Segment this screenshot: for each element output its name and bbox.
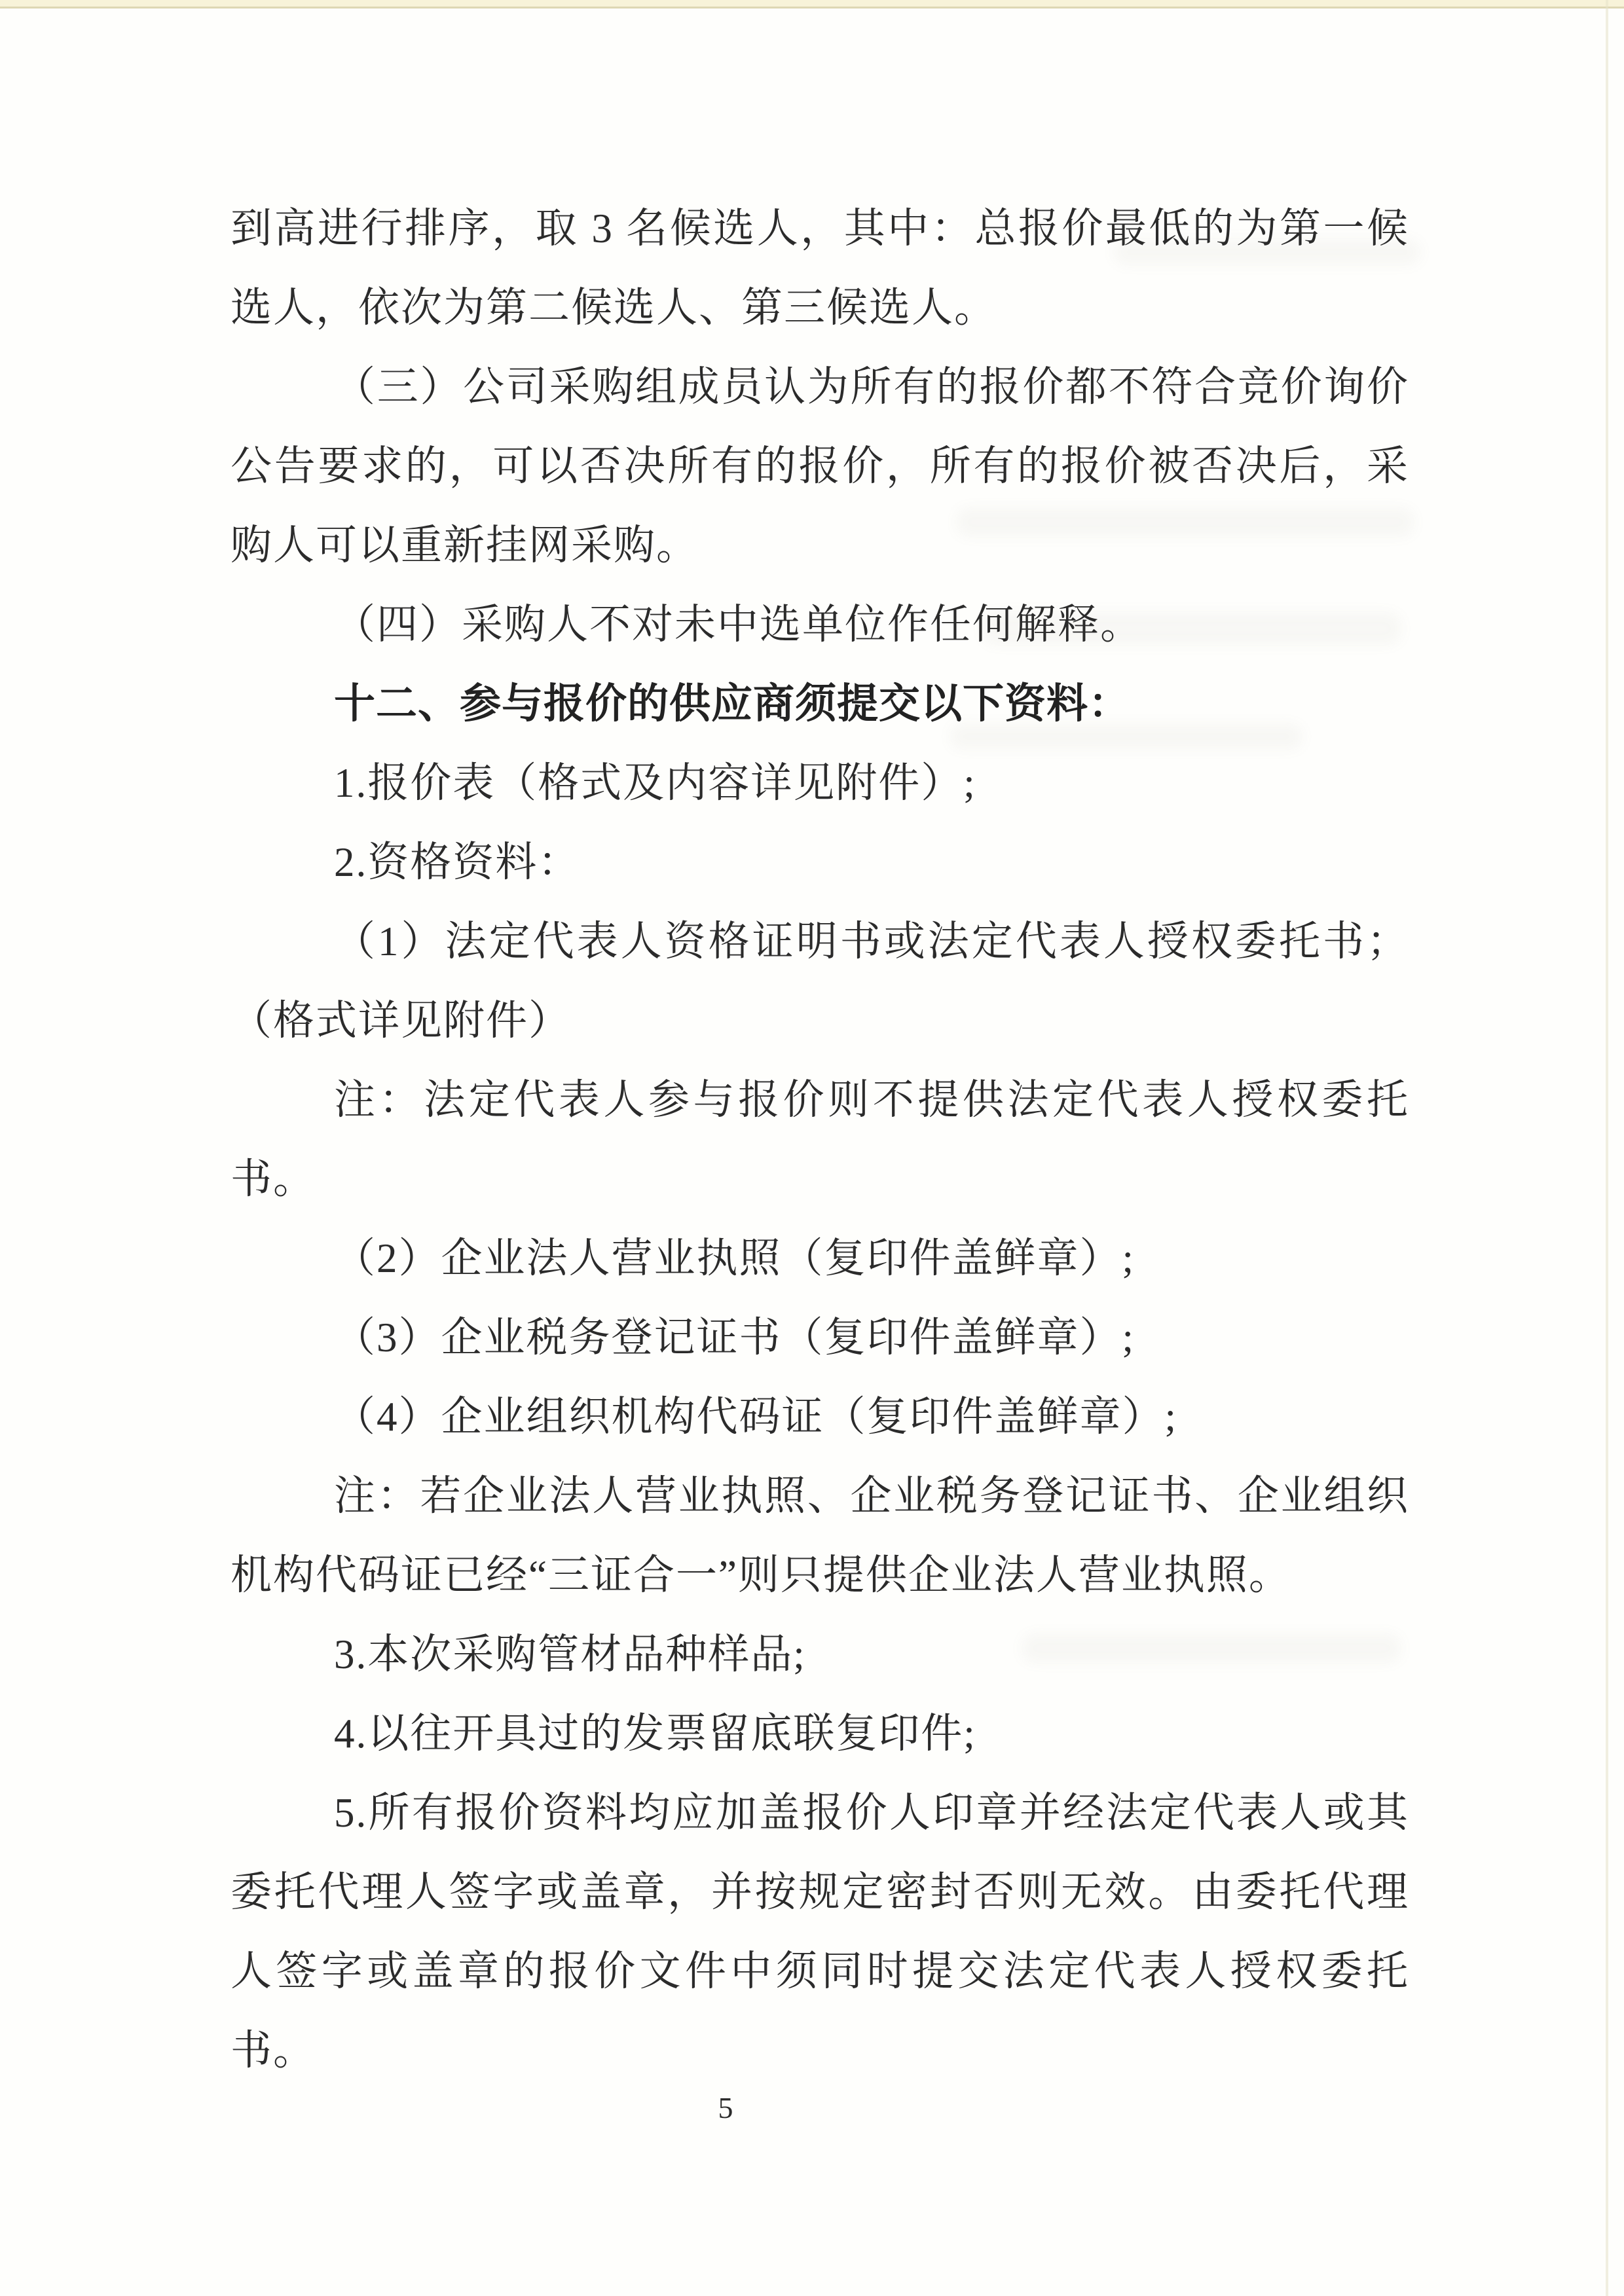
paragraph: （四）采购人不对未中选单位作任何解释。 [334, 602, 1143, 647]
paragraph: 注：若企业法人营业执照、企业税务登记证书、企业组织机构代码证已经“三证合一”则只提供企业法人营业执照。 [231, 1473, 1409, 1598]
paragraph: 3.本次采购管材品种样品; [334, 1631, 806, 1677]
section-heading: 十二、参与报价的供应商须提交以下资料： [334, 681, 1130, 727]
document-body [231, 189, 1409, 2090]
paragraph: （3）企业税务登记证书（复印件盖鲜章）; [334, 1315, 1135, 1360]
paragraph: 1.报价表（格式及内容详见附件）; [334, 760, 976, 806]
paragraph: 注：法定代表人参与报价则不提供法定代表人授权委托书。 [231, 1077, 1409, 1202]
scan-right-edge-line [1606, 0, 1608, 2296]
paragraph: 到高进行排序，取 3 名候选人，其中：总报价最低的为第一候选人，依次为第二候选人、第三候选人。 [231, 206, 1409, 331]
page-number: 5 [718, 2091, 733, 2124]
paragraph: （1）法定代表人资格证明书或法定代表人授权委托书；（格式详见附件） [231, 919, 1409, 1044]
paragraph: （2）企业法人营业执照（复印件盖鲜章）; [334, 1235, 1135, 1281]
paragraph: 2.资格资料： [334, 839, 581, 885]
paragraph: 5.所有报价资料均应加盖报价人印章并经法定代表人或其委托代理人签字或盖章，并按规定密封否则无效。由委托代理人签字或盖章的报价文件中须同时提交法定代表人授权委托书。 [231, 1790, 1409, 2073]
scan-top-edge [0, 0, 1624, 9]
paragraph: （三）公司采购组成员认为所有的报价都不符合竞价询价公告要求的，可以否决所有的报价，所有的报价被否决后，采购人可以重新挂网采购。 [231, 364, 1409, 568]
paragraph: （4）企业组织机构代码证（复印件盖鲜章）; [334, 1394, 1178, 1440]
paragraph: 4.以往开具过的发票留底联复印件; [334, 1711, 976, 1757]
